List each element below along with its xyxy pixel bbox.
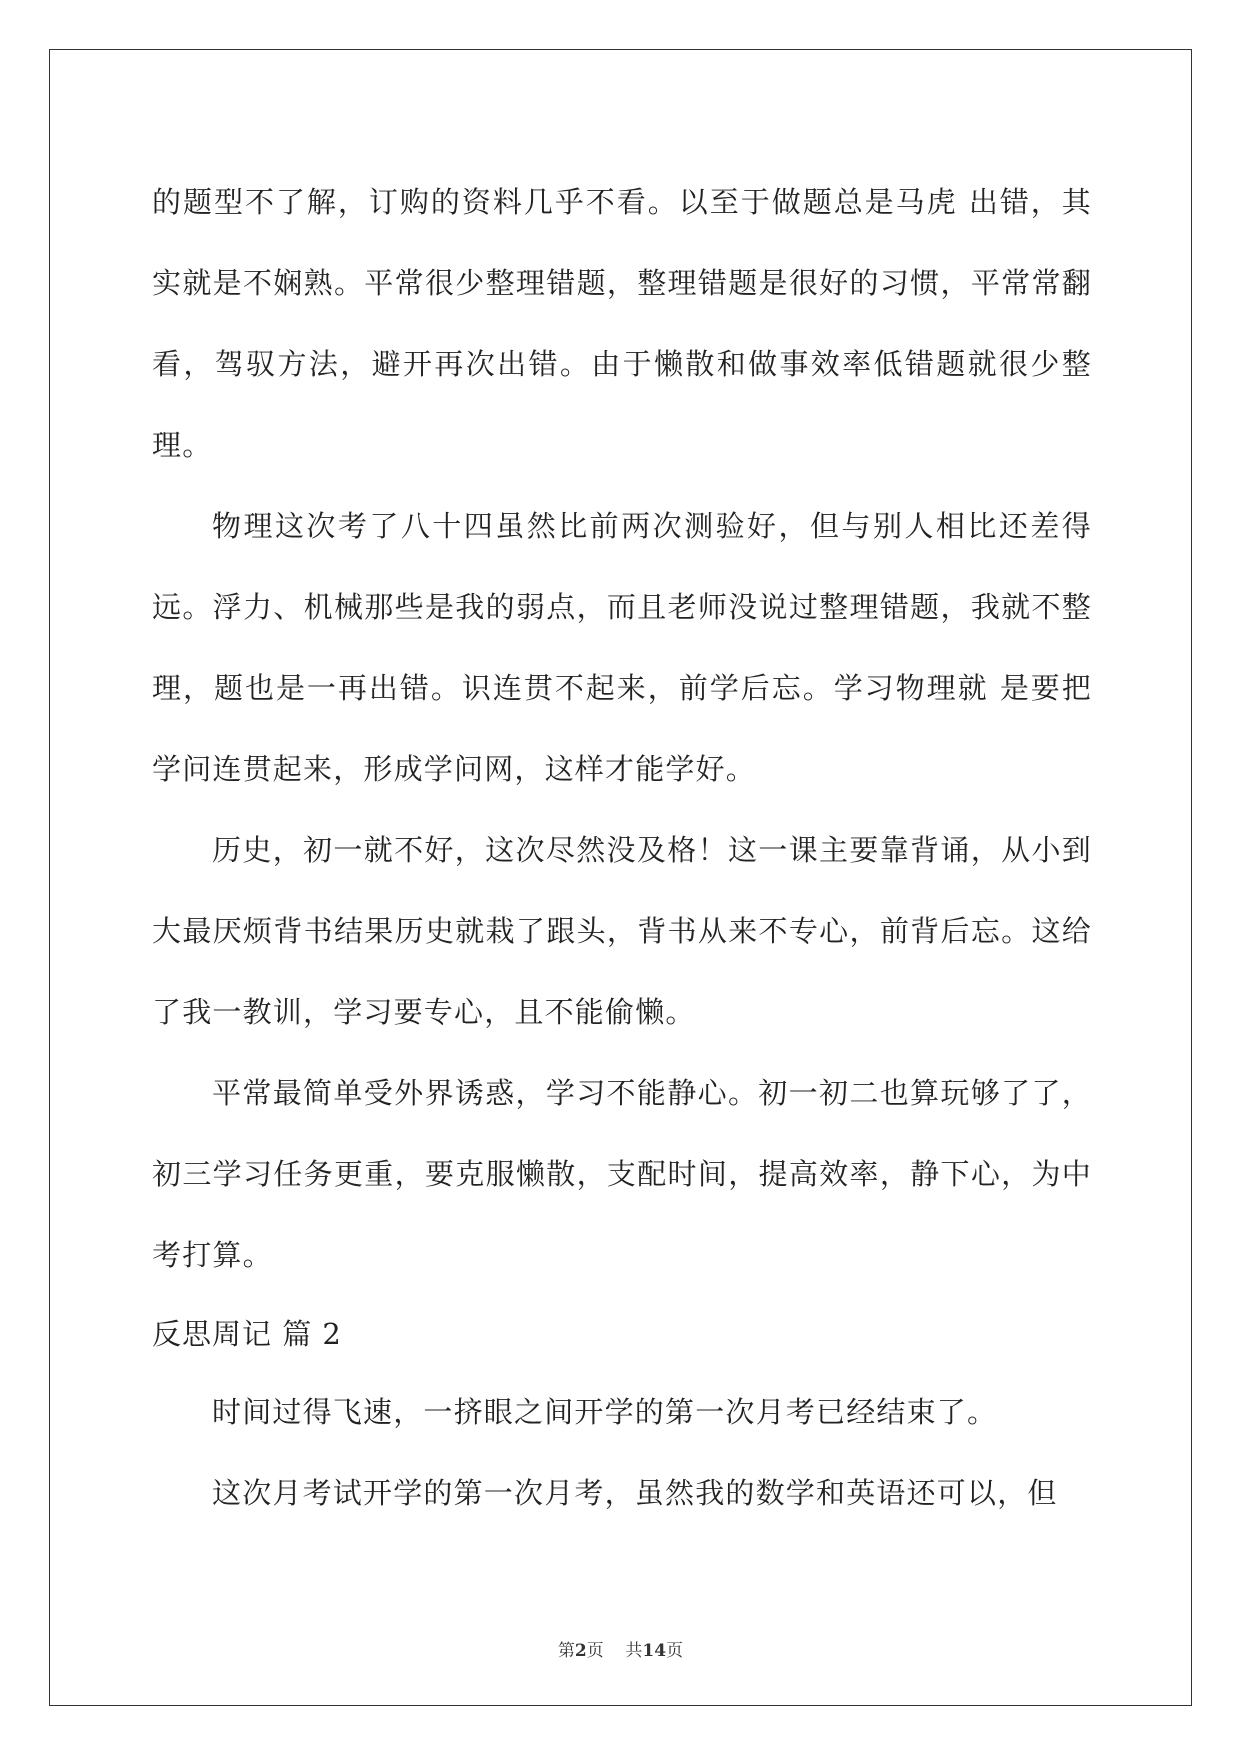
paragraph-4: 平常最简单受外界诱惑，学习不能静心。初一初二也算玩够了了，初三学习任务更重，要克服懒散，支配时间，提高效率，静下心，为中考打算。 [152, 1076, 1092, 1272]
paragraph-5: 时间过得飞速，一挤眼之间开学的第一次月考已经结束了。 [212, 1395, 998, 1429]
total-suffix: 页 [666, 1641, 684, 1661]
page-prefix: 第 [557, 1641, 575, 1661]
paragraph-3: 历史，初一就不好，这次尽然没及格！这一课主要靠背诵，从小到大最厌烦背书结果历史就栽了跟头，背书从来不专心，前背后忘。这给了我一教训，学习要专心，且不能偷懒。 [152, 833, 1092, 1029]
paragraph-1: 的题型不了解，订购的资料几乎不看。以至于做题总是马虎 出错，其实就是不娴熟。平常很少整理错题，整理错题是很好的习惯，平常常翻看，驾驭方法，避开再次出错。由于懒散和做事效率低错题就很少整理。 [152, 185, 1092, 462]
page-suffix: 页 [586, 1641, 604, 1661]
paragraph-2: 物理这次考了八十四虽然比前两次测验好，但与别人相比还差得远。浮力、机械那些是我的弱点，而且老师没说过整理错题，我就不整理，题也是一再出错。识连贯不起来，前学后忘。学习物理就 是要把学问连贯起来，形成学问网，这样才能学好。 [152, 509, 1092, 786]
section-heading: 反思周记 篇 2 [152, 1317, 342, 1351]
page-number: 2 [574, 1641, 587, 1661]
paragraph-6: 这次月考试开学的第一次月考，虽然我的数学和英语还可以，但 [212, 1476, 1058, 1510]
total-pages: 14 [642, 1641, 667, 1661]
document-body [152, 162, 1092, 1534]
page-footer [0, 1636, 1241, 1661]
total-prefix: 共 [625, 1641, 643, 1661]
